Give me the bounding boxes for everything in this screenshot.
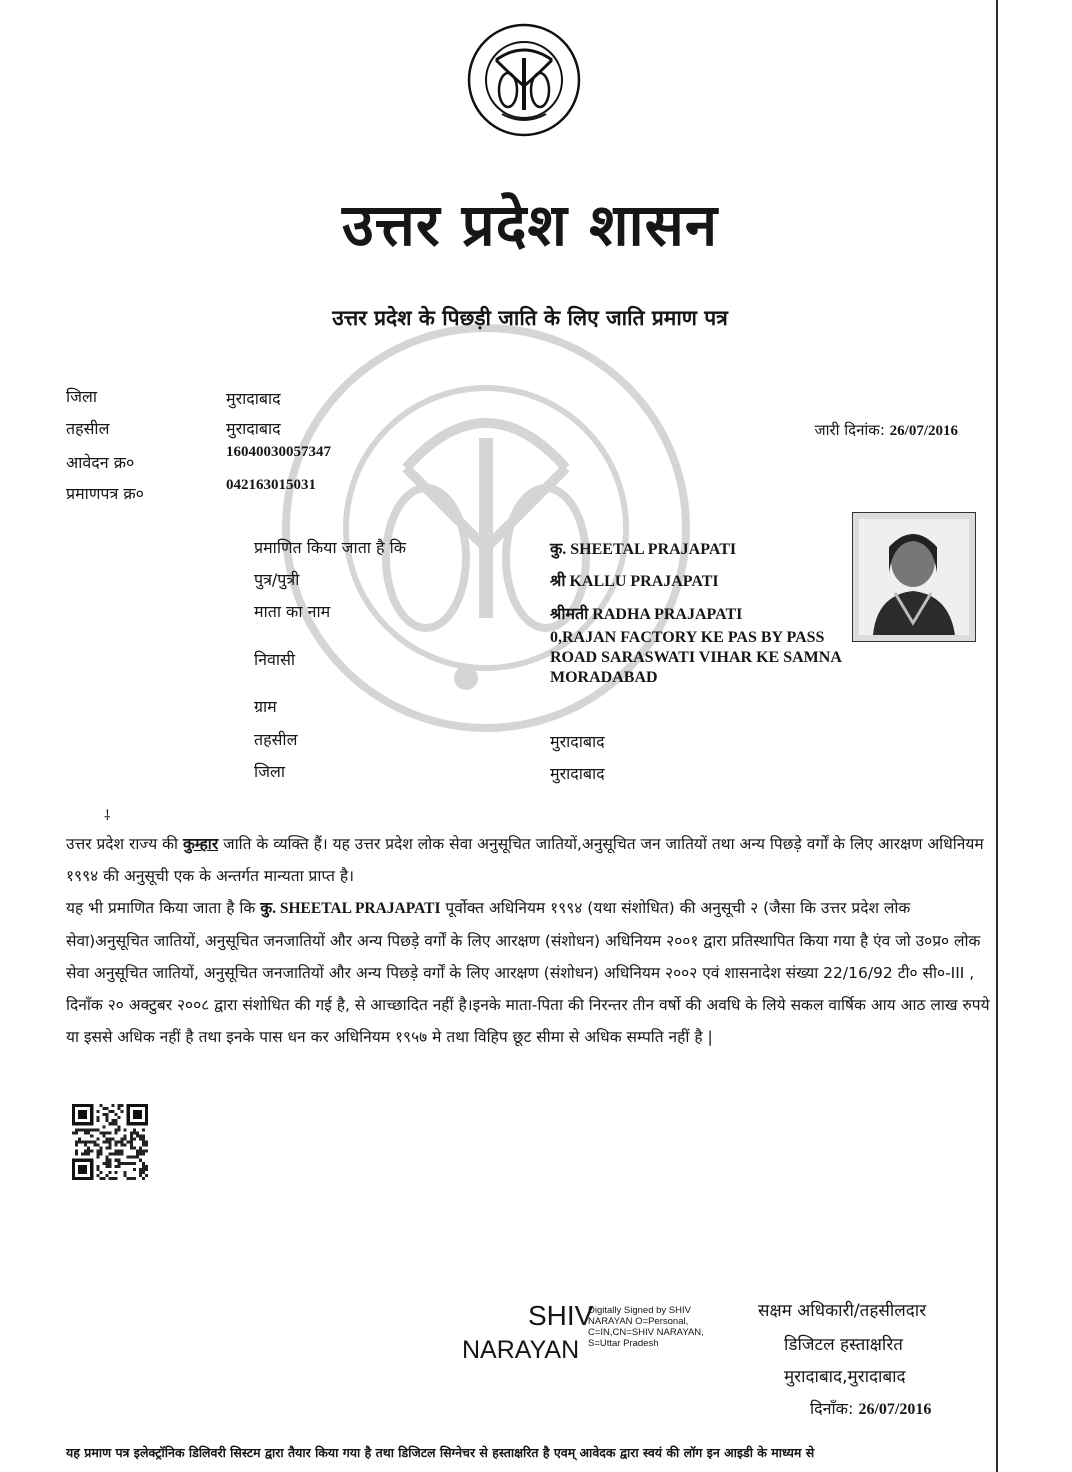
district-label: जिला bbox=[66, 387, 98, 406]
signature-date bbox=[810, 1397, 931, 1419]
bullet-mark: ⸸ bbox=[104, 808, 111, 824]
district-value: मुरादाबाद bbox=[226, 389, 281, 408]
certified-name: कु. SHEETAL PRAJAPATI bbox=[550, 541, 737, 558]
page-title: उत्तर प्रदेश शासन bbox=[341, 191, 719, 259]
signature-date-label: दिनाँक: bbox=[810, 1399, 854, 1418]
certificate-body bbox=[66, 828, 994, 1053]
qr-code bbox=[72, 1104, 148, 1180]
certificate-label: प्रमाणपत्र क्र० bbox=[66, 484, 144, 503]
application-number: 16040030057347 bbox=[226, 444, 331, 460]
tehsil-value: मुरादाबाद bbox=[226, 419, 281, 438]
certificate-subtitle: उत्तर प्रदेश के पिछड़ी जाति के लिए जाति प्रमाण पत्र bbox=[332, 306, 728, 330]
signature-name-last: NARAYAN bbox=[462, 1336, 580, 1364]
body-p1-start: उत्तर प्रदेश राज्य की bbox=[66, 835, 183, 853]
father-name: श्री KALLU PRAJAPATI bbox=[550, 573, 719, 590]
authority-title: सक्षम अधिकारी/तहसीलदार bbox=[758, 1301, 927, 1321]
application-label: आवेदन क्र० bbox=[66, 453, 135, 472]
person-tehsil-label: तहसील bbox=[254, 730, 298, 749]
body-p2-start: यह भी प्रमाणित किया जाता है कि bbox=[66, 899, 261, 917]
footer-note: यह प्रमाण पत्र इलेक्ट्रॉनिक डिलिवरी सिस्टम द्वारा तैयार किया गया है तथा डिजिटल सिग्नेचर से हस्ताक्षरित है एवम् आवेदक द्वारा स्वयं की लॉग इन आइडी के माध्यम से bbox=[66, 1445, 815, 1460]
person-district-value: मुरादाबाद bbox=[550, 764, 605, 783]
village-label: ग्राम bbox=[254, 697, 277, 716]
mother-label: माता का नाम bbox=[254, 602, 331, 621]
caste-name: कुम्हार bbox=[182, 835, 219, 853]
tehsil-label: तहसील bbox=[66, 419, 110, 438]
body-paragraph-2 bbox=[66, 892, 994, 1053]
person-district-label: जिला bbox=[254, 762, 286, 781]
person-tehsil-value: मुरादाबाद bbox=[550, 732, 605, 751]
resident-label: निवासी bbox=[254, 650, 296, 669]
body-p1-end: जाति के व्यक्ति हैं। यह उत्तर प्रदेश लोक सेवा अनुसूचित जातियों,अनुसूचित जन जातियों तथा अन्य पिछड़े वर्गों के लिए आरक्षण अधिनियम १९९४ की अनुसूची एक के अन्तर्गत मान्यता प्राप्त है। bbox=[66, 835, 984, 885]
issue-date bbox=[814, 420, 958, 440]
certified-label: प्रमाणित किया जाता है कि bbox=[254, 538, 407, 557]
signature-date-value: 26/07/2016 bbox=[858, 1401, 932, 1418]
issue-date-value: 26/07/2016 bbox=[889, 423, 958, 439]
relation-label: पुत्र/पुत्री bbox=[254, 570, 300, 589]
body-person-name: कु. SHEETAL PRAJAPATI bbox=[260, 900, 441, 917]
applicant-photo bbox=[852, 512, 976, 642]
digital-signature-info: Digitally Signed by SHIV NARAYAN O=Personal, C=IN,CN=SHIV NARAYAN, S=Uttar Pradesh bbox=[588, 1305, 704, 1349]
certificate-number: 042163015031 bbox=[226, 477, 316, 493]
mother-name: श्रीमती RADHA PRAJAPATI bbox=[550, 606, 743, 623]
body-paragraph-1 bbox=[66, 828, 994, 892]
signature-name-first: SHIV bbox=[528, 1300, 594, 1331]
authority-place: मुरादाबाद,मुरादाबाद bbox=[784, 1367, 906, 1387]
state-emblem bbox=[466, 18, 582, 146]
issue-date-label: जारी दिनांक: bbox=[814, 421, 885, 439]
digitally-signed-label: डिजिटल हस्ताक्षरित bbox=[784, 1335, 903, 1355]
resident-address: 0,RAJAN FACTORY KE PAS BY PASS ROAD SARASWATI VIHAR KE SAMNA MORADABAD bbox=[550, 629, 842, 686]
body-p2-end: पूर्वोक्त अधिनियम १९९४ (यथा संशोधित) की अनुसूची २ (जैसा कि उत्तर प्रदेश लोक सेवा)अनुसूचित जातियों, अनुसूचित जनजातियों और अन्य पिछड़े वर्गों के लिए आरक्षण (संशोधन) अधिनियम २००१ द्वारा प्रतिस्थापित किया गया है एंव जो उ०प्र० लोक सेवा अनुसूचित जातियों, अनुसूचित जनजातियों और अन्य पिछड़े वर्गों के लिए आरक्षण (संशोधन) अधिनियम २००२ एवं शासनादेश संख्या 22/16/92 टी० सी०-III , दिनाँक २० अक्टुबर २००८ द्वारा संशोधित की गई है, से आच्छादित नहीं है।इनके माता-पिता की निरन्तर तीन वर्षो की अवधि के लिये सकल वार्षिक आय आठ लाख रुपये या इससे अधिक नहीं है तथा इनके पास धन कर अधिनियम १९५७ मे तथा विहिप छूट सीमा से अधिक सम्पति नहीं है | bbox=[66, 899, 990, 1046]
